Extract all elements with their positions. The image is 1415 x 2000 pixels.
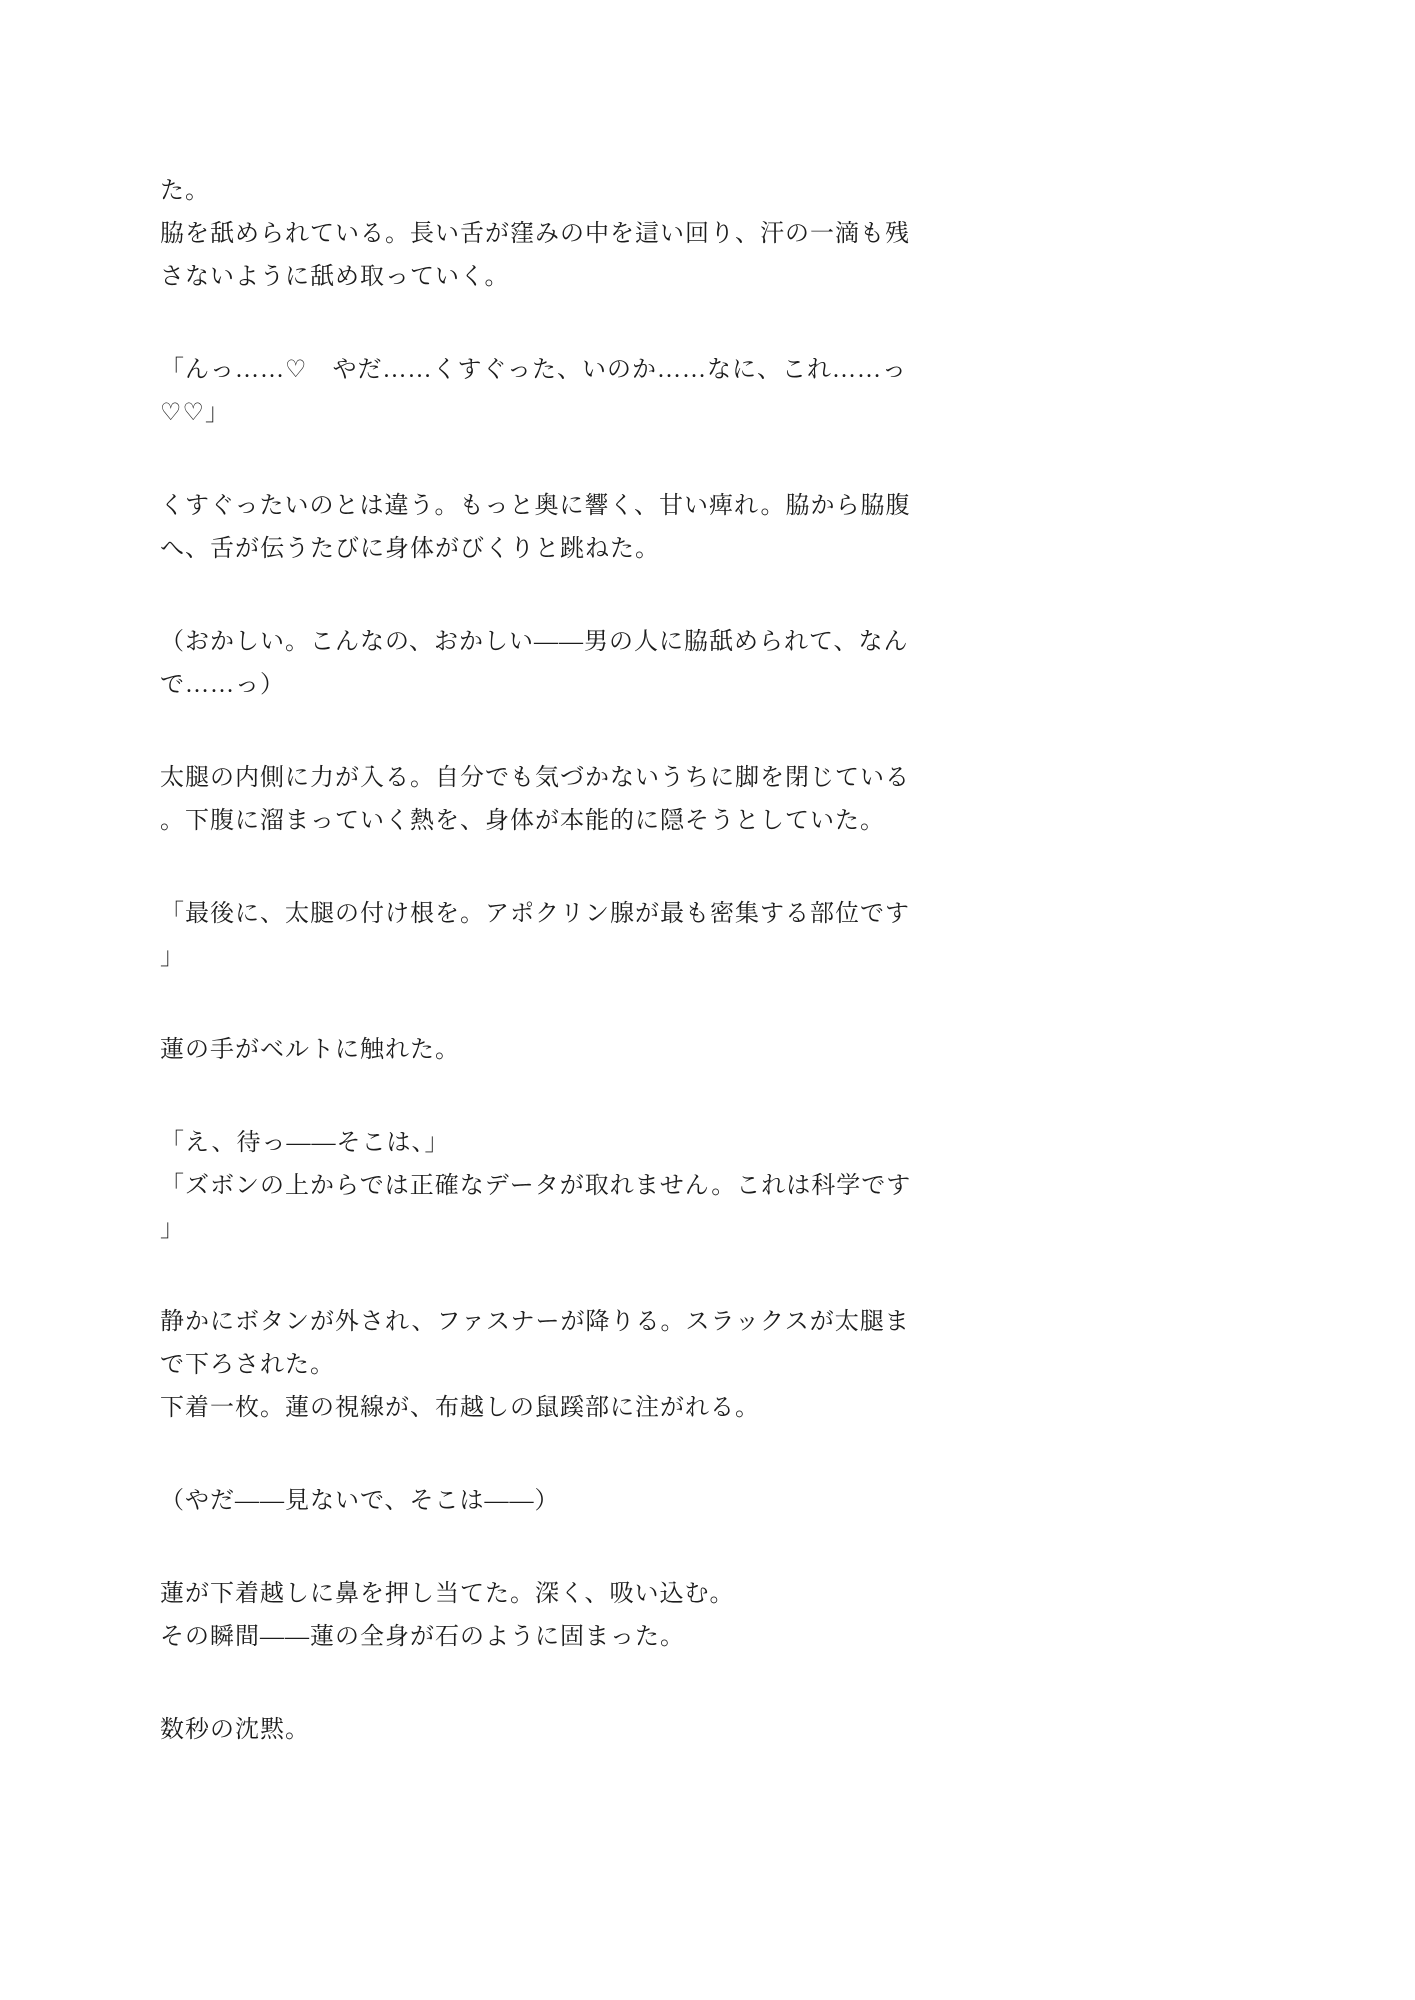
paragraph <box>160 757 916 843</box>
text-line: 」 <box>160 1216 185 1242</box>
paragraph <box>160 170 916 299</box>
text-line: へ、舌が伝うたびに身体がびくりと跳ねた。 <box>160 536 660 562</box>
text-content <box>160 170 916 1802</box>
text-line: その瞬間――蓮の全身が石のように固まった。 <box>160 1624 685 1650</box>
text-line: くすぐったいのとは違う。もっと奥に響く、甘い痺れ。脇から脇腹 <box>160 493 911 519</box>
paragraph <box>160 1709 916 1752</box>
text-line: ♡♡」 <box>160 400 231 426</box>
text-line: 太腿の内側に力が入る。自分でも気づかないうちに脚を閉じている <box>160 765 910 791</box>
text-line: 下着一枚。蓮の視線が、布越しの鼠蹊部に注がれる。 <box>160 1395 760 1421</box>
paragraph <box>160 485 916 571</box>
text-line: （やだ――見ないで、そこは――） <box>160 1488 560 1514</box>
paragraph <box>160 1122 916 1251</box>
text-line: 蓮が下着越しに鼻を押し当てた。深く、吸い込む。 <box>160 1581 735 1607</box>
paragraph <box>160 893 916 979</box>
text-line: 。下腹に溜まっていく熱を、身体が本能的に隠そうとしていた。 <box>160 808 885 834</box>
text-line: 「え、待っ――そこは、」 <box>160 1130 450 1156</box>
text-line: さないように舐め取っていく。 <box>160 264 510 290</box>
text-line: で……っ） <box>160 672 285 698</box>
text-line: 静かにボタンが外され、ファスナーが降りる。スラックスが太腿ま <box>160 1309 910 1335</box>
paragraph <box>160 1301 916 1430</box>
paragraph <box>160 1480 916 1523</box>
paragraph <box>160 621 916 707</box>
text-line: （おかしい。こんなの、おかしい――男の人に脇舐められて、なん <box>160 629 909 655</box>
text-line: 「んっ……♡ やだ……くすぐった、いのか……なに、これ……っ <box>160 357 908 383</box>
text-line: 脇を舐められている。長い舌が窪みの中を這い回り、汗の一滴も残 <box>160 221 910 247</box>
text-line: 」 <box>160 944 185 970</box>
paragraph <box>160 1573 916 1659</box>
paragraph <box>160 349 916 435</box>
text-line: 数秒の沈黙。 <box>160 1717 310 1743</box>
text-line: た。 <box>160 178 210 204</box>
text-line: 「ズボンの上からでは正確なデータが取れません。これは科学です <box>160 1173 912 1199</box>
text-line: で下ろされた。 <box>160 1352 335 1378</box>
text-line: 「最後に、太腿の付け根を。アポクリン腺が最も密集する部位です <box>160 901 910 927</box>
text-line: 蓮の手がベルトに触れた。 <box>160 1037 460 1063</box>
paragraph <box>160 1029 916 1072</box>
